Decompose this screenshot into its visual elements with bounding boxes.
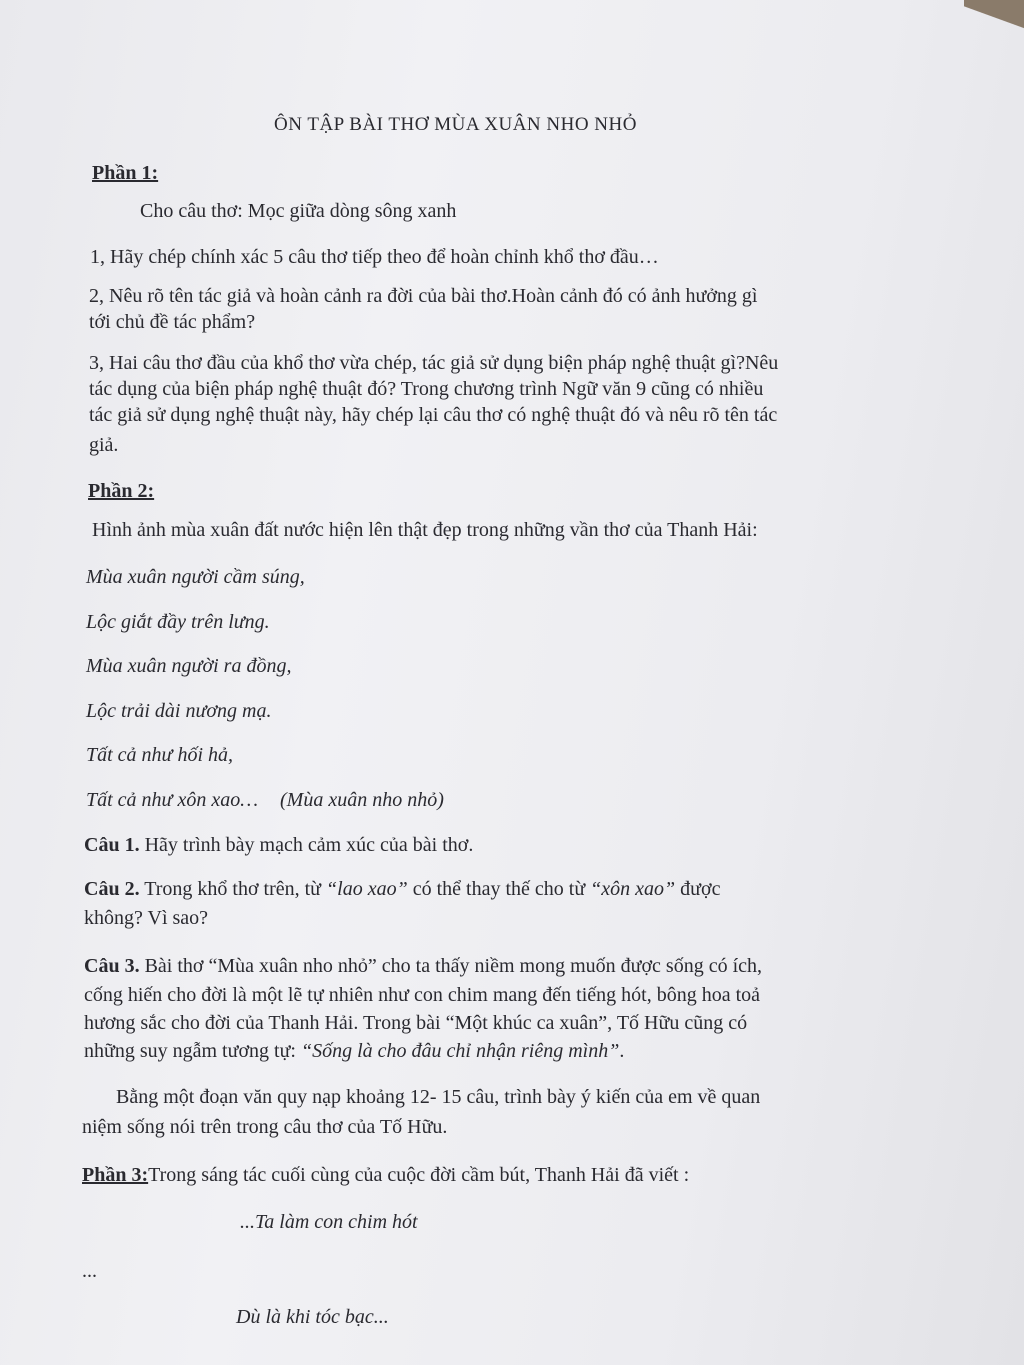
poem-line: Mùa xuân người ra đồng, — [86, 655, 292, 677]
background-corner — [964, 0, 1024, 40]
question-1-text: Hãy trình bày mạch cảm xúc của bài thơ. — [139, 834, 474, 856]
poem-line: Lộc giắt đầy trên lưng. — [86, 611, 270, 633]
part2-question-1 — [84, 832, 473, 858]
part2-question-2-line-1 — [84, 876, 720, 902]
paragraph-task-line-1: Bằng một đoạn văn quy nạp khoảng 12- 15 câu, trình bày ý kiến của em về quan — [116, 1086, 761, 1108]
part1-question-2-line-1: 2, Nêu rõ tên tác giả và hoàn cảnh ra đời của bài thơ.Hoàn cảnh đó có ảnh hưởng gì — [89, 285, 758, 307]
poem-source: (Mùa xuân nho nhỏ) — [280, 789, 444, 811]
part2-question-3-line-1 — [84, 953, 762, 979]
poem-line: Mùa xuân người cầm súng, — [86, 566, 305, 588]
poem-line: Tất cả như hối hả, — [86, 744, 234, 766]
question-3-text: Bài thơ “Mùa xuân nho nhỏ” cho ta thấy niềm mong muốn được sống có ích, — [139, 955, 763, 977]
part3-verse-2: Dù là khi tóc bạc... — [236, 1306, 389, 1328]
part1-question-3-line-2: tác dụng của biện pháp nghệ thuật đó? Trong chương trình Ngữ văn 9 cũng có nhiều — [89, 378, 764, 400]
poem-line: Tất cả như xôn xao… — [86, 789, 259, 811]
part2-question-3-line-3: hương sắc cho đời của Thanh Hải. Trong bài “Một khúc ca xuân”, Tố Hữu cũng có — [84, 1012, 748, 1034]
question-2-text: có thể thay thế cho từ — [407, 878, 591, 900]
part1-heading: Phần 1: — [92, 162, 159, 184]
question-1-label: Câu 1. — [84, 834, 140, 856]
document-title: ÔN TẬP BÀI THƠ MÙA XUÂN NHO NHỎ — [274, 114, 637, 135]
part1-question-1: 1, Hãy chép chính xác 5 câu thơ tiếp theo để hoàn chỉnh khổ thơ đầu… — [90, 246, 659, 268]
part1-question-3-line-3: tác giả sử dụng nghệ thuật này, hãy chép lại câu thơ có nghệ thuật đó và nêu rõ tên tác — [89, 404, 778, 426]
quoted-word-lao-xao: “lao xao” — [326, 878, 408, 900]
poem-line-last — [86, 787, 444, 813]
question-3-text: . — [619, 1040, 625, 1062]
part1-prompt: Cho câu thơ: Mọc giữa dòng sông xanh — [140, 200, 457, 222]
question-3-text: những suy ngẫm tương tự: — [84, 1040, 301, 1062]
question-3-label: Câu 3. — [84, 955, 140, 977]
part2-heading: Phần 2: — [88, 480, 155, 502]
paragraph-task-line-2: niệm sống nói trên trong câu thơ của Tố Hữu. — [82, 1116, 448, 1138]
part1-question-2-line-2: tới chủ đề tác phẩm? — [89, 311, 256, 333]
poem-line: Lộc trải dài nương mạ. — [86, 700, 272, 722]
part1-question-3-line-4: giả. — [89, 434, 119, 456]
part3-ellipsis: ... — [82, 1260, 97, 1282]
question-2-text: được — [675, 878, 721, 900]
question-2-text: Trong khổ thơ trên, từ — [139, 878, 327, 900]
quoted-word-xon-xao: “xôn xao” — [590, 878, 676, 900]
part2-question-3-line-4 — [84, 1038, 624, 1064]
part3-intro: Trong sáng tác cuối cùng của cuộc đời cầm bút, Thanh Hải đã viết : — [148, 1164, 690, 1186]
part2-intro: Hình ảnh mùa xuân đất nước hiện lên thật đẹp trong những vần thơ của Thanh Hải: — [92, 519, 758, 541]
part2-question-3-line-2: cống hiến cho đời là một lẽ tự nhiên như con chim mang đến tiếng hót, bông hoa toả — [84, 984, 761, 1006]
part3-verse-1: ...Ta làm con chim hót — [240, 1211, 418, 1233]
part1-question-3-line-1: 3, Hai câu thơ đầu của khổ thơ vừa chép, tác giả sử dụng biện pháp nghệ thuật gì?Nêu — [89, 352, 779, 374]
part3-line — [82, 1162, 689, 1188]
part3-heading: Phần 3: — [82, 1164, 149, 1186]
question-2-label: Câu 2. — [84, 878, 140, 900]
to-huu-quote: “Sống là cho đâu chỉ nhận riêng mình” — [300, 1040, 620, 1062]
part2-question-2-line-2: không? Vì sao? — [84, 907, 209, 929]
